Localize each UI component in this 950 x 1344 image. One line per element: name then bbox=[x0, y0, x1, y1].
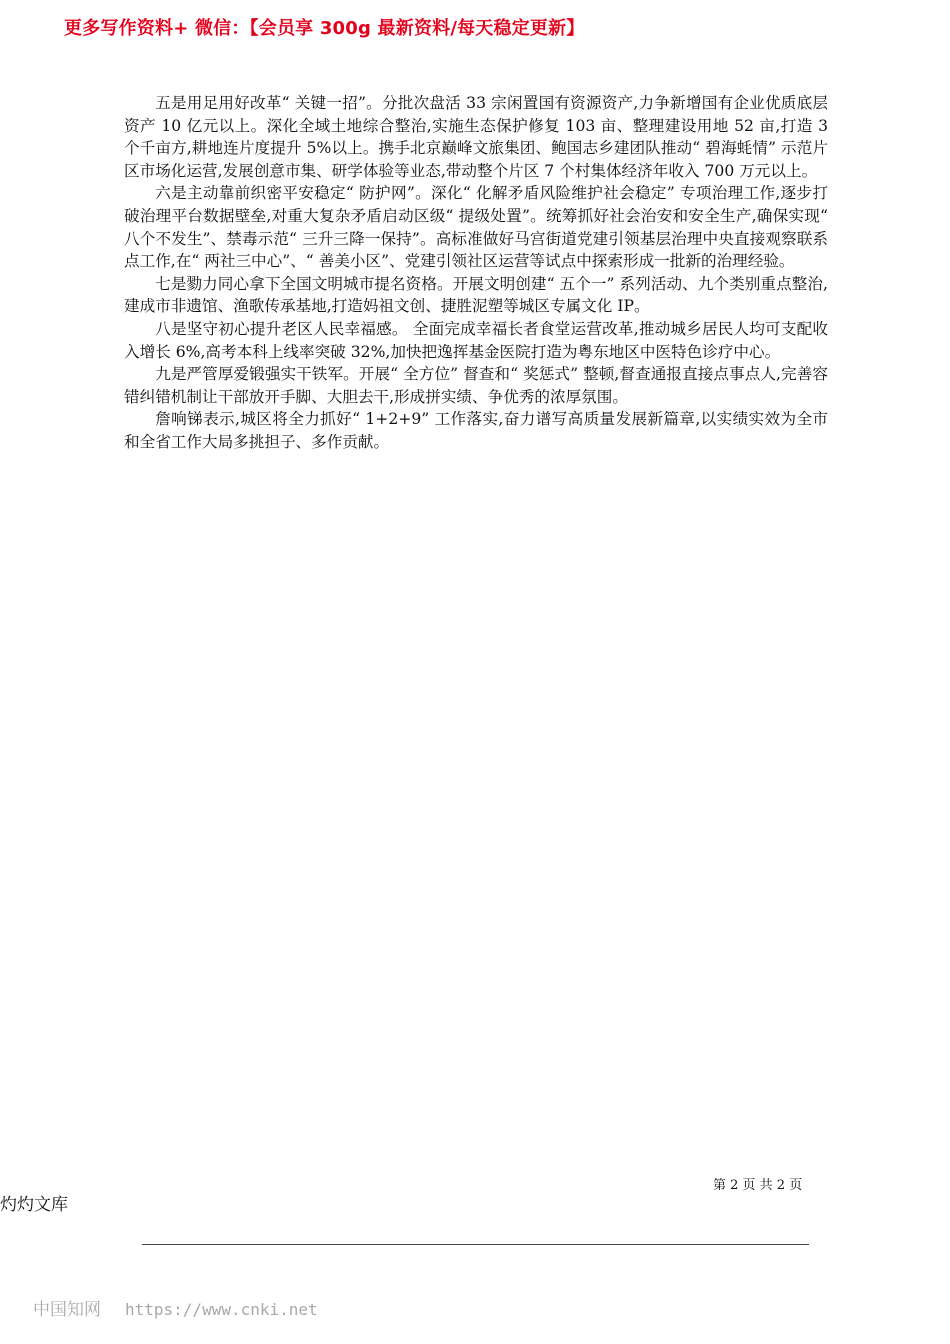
paragraph-7: 七是勠力同心拿下全国文明城市提名资格。开展文明创建“ 五个一” 系列活动、九个类别重点整治,建成市非遗馆、渔歌传承基地,打造妈祖文创、捷胜泥塑等城区专属文化 IP。 bbox=[124, 274, 828, 316]
paragraph-6: 六是主动靠前织密平安稳定“ 防护网”。深化“ 化解矛盾风险维护社会稳定” 专项治理工作,逐步打破治理平台数据壁垒,对重大复杂矛盾启动区级“ 提级处置”。统筹抓好社会治安和安全生产,确保实现“ 八个不发生”、禁毒示范“ 三升三降一保持”。高标准做好马宫街道党建引领基层治理中央直接观察联系点工作,在“ 两社三中心”、“ 善美小区”、党建引领社区运营等试点中探索形成一批新的治理经验。 bbox=[124, 184, 828, 271]
paragraph-8: 八是坚守初心提升老区人民幸福感。 全面完成幸福长者食堂运营改革,推动城乡居民人均可支配收入增长 6%,高考本科上线率突破 32%,加快把逸挥基金医院打造为粤东地区中医特色诊疗中心。 bbox=[124, 319, 828, 361]
page-number: 第 2 页 共 2 页 bbox=[713, 1178, 803, 1193]
article-body bbox=[124, 92, 828, 454]
watermark-url[interactable]: https://www.cnki.net bbox=[125, 1300, 318, 1319]
paragraph-5: 五是用足用好改革“ 关键一招”。分批次盘活 33 宗闲置国有资源资产,力争新增国有企业优质底层资产 10 亿元以上。深化全域土地综合整治,实施生态保护修复 103 亩、整理建设用地 52 亩,打造 3 个千亩方,耕地连片度提升 5%以上。携手北京巅峰文旅集团、鲍国志乡建团队推动“ 碧海蚝情” 示范片区市场化运营,发展创意市集、研学体验等业态,带动整个片区 7 个村集体经济年收入 700 万元以上。 bbox=[124, 94, 828, 180]
footer-divider bbox=[142, 1244, 809, 1245]
paragraph-conclusion: 詹响锑表示,城区将全力抓好“ 1+2+9” 工作落实,奋力谱写高质量发展新篇章,以实绩实效为全市和全省工作大局多挑担子、多作贡献。 bbox=[124, 410, 828, 451]
cnki-watermark bbox=[33, 1295, 318, 1320]
promo-banner: 更多写作资料+ 微信：【会员享 300g 最新资料/每天稳定更新】 bbox=[64, 18, 585, 39]
library-name: 灼灼文库 bbox=[0, 1195, 68, 1215]
watermark-name: 中国知网 bbox=[33, 1300, 101, 1320]
paragraph-9: 九是严管厚爱锻强实干铁军。开展“ 全方位” 督查和“ 奖惩式” 整顿,督查通报直接点事点人,完善容错纠错机制让干部放开手脚、大胆去干,形成拼实绩、争优秀的浓厚氛围。 bbox=[124, 365, 828, 406]
